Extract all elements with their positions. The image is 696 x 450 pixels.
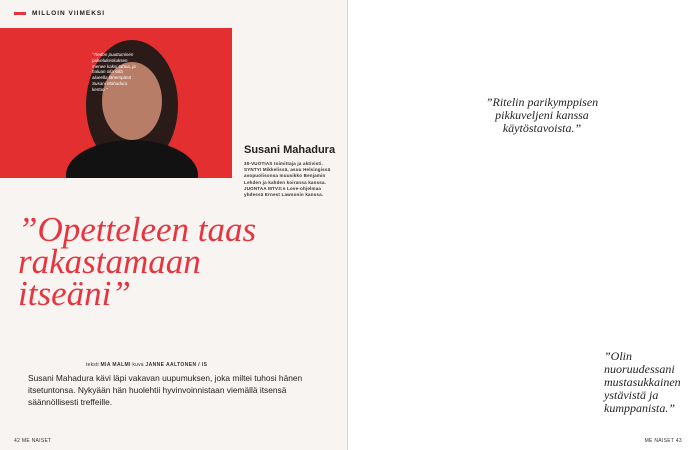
- byline-photographer: JANNE AALTONEN / IS: [145, 362, 208, 368]
- byline-writer: MIA MALMI: [100, 362, 131, 368]
- page-gutter: [347, 0, 348, 450]
- photo-shirt-shape: [66, 140, 198, 178]
- pullquote-bottom: ”Olin nuoruudessani mustasukkainen ystävistä ja kumppanista.”: [604, 349, 681, 415]
- folio-right: ME NAISET 43: [644, 438, 682, 444]
- pullquote-top: ”Ritelin parikymppisen pikkuveljeni kanssa käytöstavoista.”: [485, 95, 599, 135]
- headline-quote: ”Opetteleen taas rakastamaan itseäni”: [18, 210, 257, 313]
- profile-bio: 30-VUOTIAS toimittaja ja aktivisti. SYNTYI Mikkelissä, asuu Helsingissä avopuolisonsa muusikko Benjamin Lehden ja kahden koiransa kanssa. JUONTAA MTV3:n Love-ohjelmaa yhdessä Ernest Lawsonin kanssa.: [244, 161, 331, 198]
- profile-box: [244, 144, 340, 198]
- byline-text-label: teksti: [86, 362, 99, 368]
- profile-name: Susani Mahadura: [244, 144, 336, 156]
- byline-photo-label: kuva: [132, 362, 144, 368]
- byline: [86, 362, 207, 368]
- folio-left: 42 ME NAISET: [14, 438, 52, 444]
- section-header: [14, 10, 105, 17]
- section-accent-bar: [14, 12, 26, 15]
- photo-caption: "Tiedon puuttuminen palvelukeskuksen menee kaksi tahoa, ja haluan olla sillä alueella lähempänä Susani Mahadura kertoo.": [92, 52, 136, 92]
- section-title: MILLOIN VIIMEKSI: [32, 10, 106, 17]
- portrait-photo: [0, 28, 232, 178]
- lede-paragraph: Susani Mahadura kävi läpi vakavan uupumuksen, joka miltei tuhosi hänen itsetuntonsa. Nykyään hän huolehtii hyvinvoinnistaan viemällä itsensä säännöllisesti treffeille.: [28, 373, 303, 407]
